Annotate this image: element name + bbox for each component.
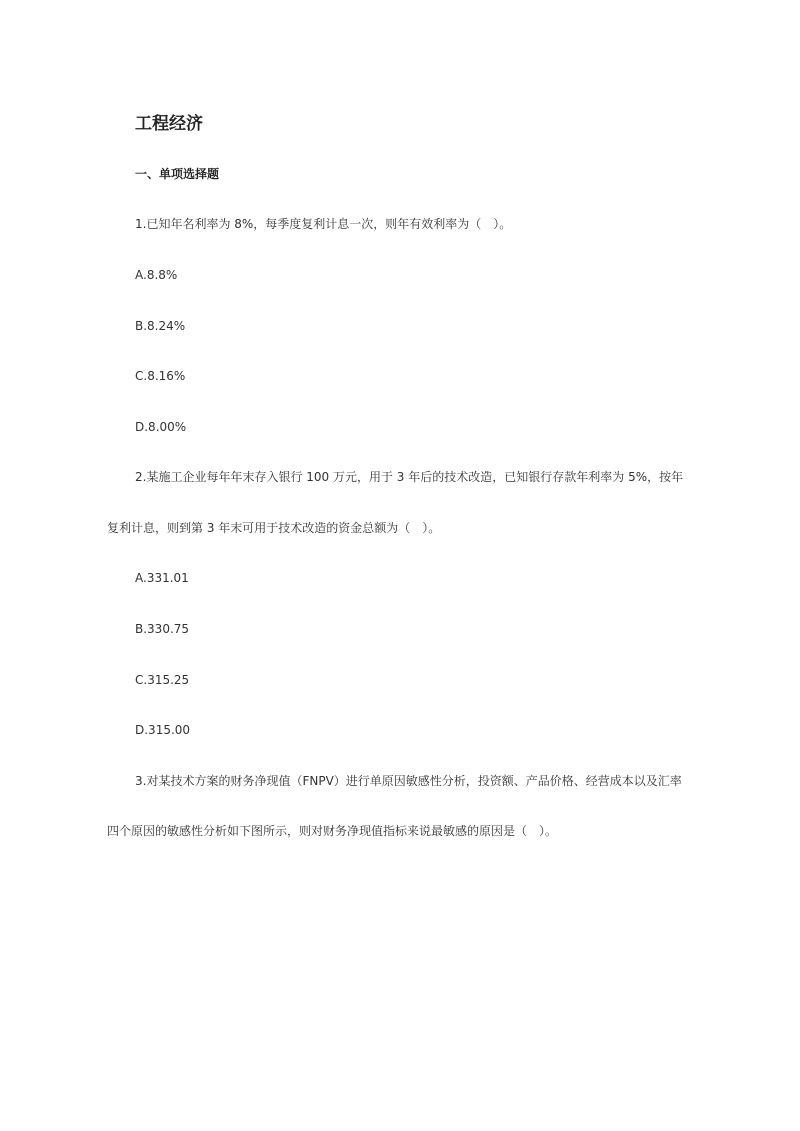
question-3-stem-line-2: 四个原因的敏感性分析如下图所示，则对财务净现值指标来说最敏感的原因是（ ）。 [107, 824, 558, 838]
question-2-option-a: A.331.01 [135, 571, 189, 585]
question-2-option-c: C.315.25 [135, 673, 190, 687]
question-1-option-c: C.8.16% [135, 369, 186, 383]
question-3-stem-line-1: 3.对某技术方案的财务净现值（FNPV）进行单原因敏感性分析，投资额、产品价格、经营成本以及汇率 [135, 774, 682, 788]
question-1-option-d: D.8.00% [135, 420, 187, 434]
question-1-option-a: A.8.8% [135, 268, 178, 282]
question-2-stem-line-2: 复利计息，则到第 3 年末可用于技术改造的资金总额为（ ）。 [107, 521, 441, 535]
section-heading: 一、单项选择题 [135, 167, 220, 181]
question-2-option-b: B.330.75 [135, 622, 190, 636]
document-title: 工程经济 [135, 114, 203, 134]
question-2-stem-line-1: 2.某施工企业每年年末存入银行 100 万元，用于 3 年后的技术改造，已知银行存款年利率为 5%，按年 [135, 470, 684, 484]
question-2-option-d: D.315.00 [135, 723, 191, 737]
question-1-stem: 1.已知年名利率为 8%，每季度复利计息一次，则年有效利率为（ ）。 [135, 217, 512, 231]
question-1-option-b: B.8.24% [135, 319, 186, 333]
